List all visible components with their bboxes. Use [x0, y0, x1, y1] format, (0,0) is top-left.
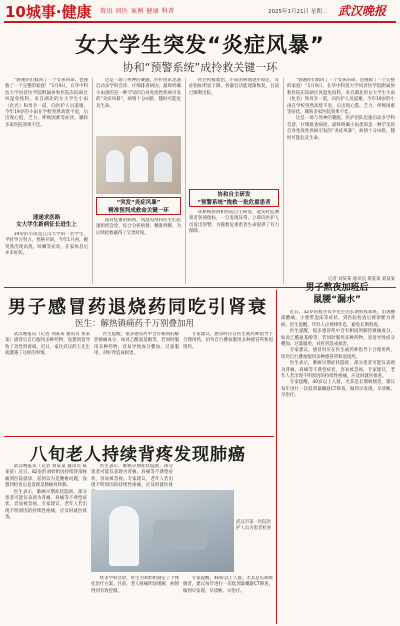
article2-col3: 专家建议，感冒时应在医生或药师指导下合理用药，切勿自行叠加服用多种感冒药和退烧药。 — [183, 332, 273, 350]
article1-box-body1: 19岁的小雨是江汉大学的一名学生，平时学习努力，性格开朗。今年1月初，她突然出现高烧、咳嗽等症状，在家休息后并未好转。 — [5, 232, 88, 257]
section-rule — [4, 436, 274, 437]
column-divider — [92, 78, 93, 284]
article1-box-body3: 该系统由协和医院自主研发，能实时监测患者各项指标，一旦发现异常，立即向医护人员发出预警，为挽救危重患者生命提供了有力保障。 — [189, 210, 279, 235]
article1-col2: 这是一场与死神的赛跑。医护团队迅速启动多学科会诊，仔细排查病因，最终明确小雨患的是一种罕见的自身免疫性疾病引发的“炎症风暴”，病情十分凶险，随时可能危及生命。 — [96, 78, 181, 109]
headline-2: 男子感冒药退烧药同吃引肾衰 — [8, 297, 268, 318]
column-divider — [185, 78, 186, 284]
article3-col2: 医生表示，肺癌早期症状隐匿，部分患者可能仅表现为背痛、肩痛等不典型症状，容易被忽视。专家建议，老年人若出现不明原因的持续性疼痛，应及时就医排 — [91, 464, 173, 489]
subheadline-2: 医生：解热镇痛药千万别叠加用 — [75, 319, 195, 329]
masthead-rule — [4, 21, 396, 23]
article1-byline: 记者 刘某某 通讯员 黄某某 刘某某 — [327, 277, 395, 282]
article2-col2: 医生提醒，很多感冒药中含有相同的解热镇痛成分，如对乙酰氨基酚等，若同时服用多种药物，容易导致成分叠加、过量服用，对肝肾造成损害。 — [94, 332, 179, 357]
photo-medical-team — [96, 136, 181, 194]
headline-3: 八旬老人持续背疼发现肺癌 — [30, 445, 246, 465]
photo-caption: 武汉市第一医院医护人员为患者检查 — [236, 520, 272, 531]
article1-box-body2: 面对危重的病情，风湿免疫科医生们迅速组织会诊，综合分析病情，精准判断，为后续抢救赢得了宝贵时间。 — [96, 218, 181, 236]
column-divider — [283, 78, 284, 284]
photo-doctor-patient — [91, 490, 234, 572]
article3-col4: 专家提醒，40岁以上人群，尤其是长期吸烟者，建议每年进行一次低剂量螺旋CT筛查，做到早发现、早诊断、早治疗。 — [183, 576, 273, 594]
article2-col1: 武汉晚报讯（记者 刘某某 通讯员 黄某某）感冒后自行服用多种药物，没想到竟导致了急性肾衰竭。近日，家住武汉的王先生就遭遇了这样的事情。 — [5, 332, 90, 357]
side-article-body: 近日，32岁的程序员李先生因长期熬夜加班，出现腰部酸痛、小便带泡沫等症状，到医院检查后被诊断为肾病。医生提醒，年轻人应规律作息，避免长期熬夜。 医生提醒，很多感冒药中含有相同的解热镇痛成分，如对乙酰氨基酚等，若同时服用多种药物，容易导致成分叠加、过量服用，对肝肾造成损害。 专家建议，感冒时应在医生或药师指导下合理用药，切勿自行叠加服用多种感冒药和退烧药。 医生表示，肺癌早期症状隐匿，部分患者可能仅表现为背痛、肩痛等不典型症状，容易被忽视。专家建议，老年人若出现不明原因的持续性疼痛，应及时就医排查。 专家提醒，40岁以上人群，尤其是长期吸烟者，建议每年进行一次低剂量螺旋CT筛查，做到早发现、早诊断、早治疗。 — [281, 310, 395, 399]
article1-col3: 经过积极救治，小雨的病情逐步稳定，炎症指标明显下降，各器官功能逐渐恢复，目前已顺利出院。 — [189, 78, 279, 96]
article1-col1: “感谢你们救回了一个女孩的命，也挽救了一个完整的家庭！”1月9日，在华中科技大学同济医学院附属协和医院东院病区风湿免疫科，来自湖北的女大学生小雨（化名）和母亲一道，向医护人员道谢。今年19岁的小雨在学校突然高烧不退，后出现心慌、乏力、呼吸困难等症状，辗转多家医院效果不佳。 — [5, 78, 88, 128]
side-headline: 男子熬夜加班后 鼠腰“漏水” — [305, 283, 369, 305]
masthead — [0, 0, 400, 22]
sidebar-divider — [276, 290, 277, 624]
article1-box-title2: “突发“炎症风暴” 精准预判成救命关键一环 — [96, 197, 181, 215]
subheadline-1: 协和“预警系统”成拎救关键一环 — [122, 61, 278, 74]
article1-col4: “感谢你们救回了一个女孩的命，也挽救了一个完整的家庭！”1月9日，在华中科技大学同济医学院附属协和医院东院病区风湿免疫科，来自湖北的女大学生小雨（化名）和母亲一道，向医护人员道谢。今年19岁的小雨在学校突然高烧不退，后出现心慌、乏力、呼吸困难等症状，辗转多家医院效果不佳。 这是一场与死神的赛跑。医护团队迅速启动多学科会诊，仔细排查病因，最终明确小雨患的是一种罕见的自身免疫性疾病引发的“炎症风暴”，病情十分凶险，随时可能危及生命。 — [287, 78, 395, 141]
headline-1: 女大学生突发“炎症风暴” — [75, 33, 325, 57]
article3-col1: 武汉晚报讯（记者 刘某某 通讯员 陈某某）近日，82岁的刘奶奶因持续背部疼痛到医院就诊，起初以为是腰椎问题，没想到检查后竟发现是肺癌骨转移。 医生表示，肺癌早期症状隐匿，部分患者可能仅表现为背痛、肩痛等不典型症状，容易被忽视。专家建议，老年人若出现不明原因的持续性疼痛，应及时就医排查。 — [5, 464, 87, 521]
sub-channels: 资讯 问医 案例 健康 科普 — [100, 8, 175, 15]
issue-date: 2025年1月21日 星期二 — [268, 9, 328, 15]
article3-col3: 经多学科会诊，医生为刘奶奶制定了个体化治疗方案。目前，老人疼痛明显缓解，病情得到有效控制。 — [91, 576, 179, 594]
article1-box-title1: 速递求医路 女大学生新病征长进生上 — [16, 215, 77, 228]
section-number: 10城事·健康 — [5, 3, 92, 21]
article1-box-title3: 协和自主研发 “预警系统”挽救一批危重患者 — [189, 189, 279, 207]
paper-logo: 武汉晚报 — [338, 4, 387, 18]
